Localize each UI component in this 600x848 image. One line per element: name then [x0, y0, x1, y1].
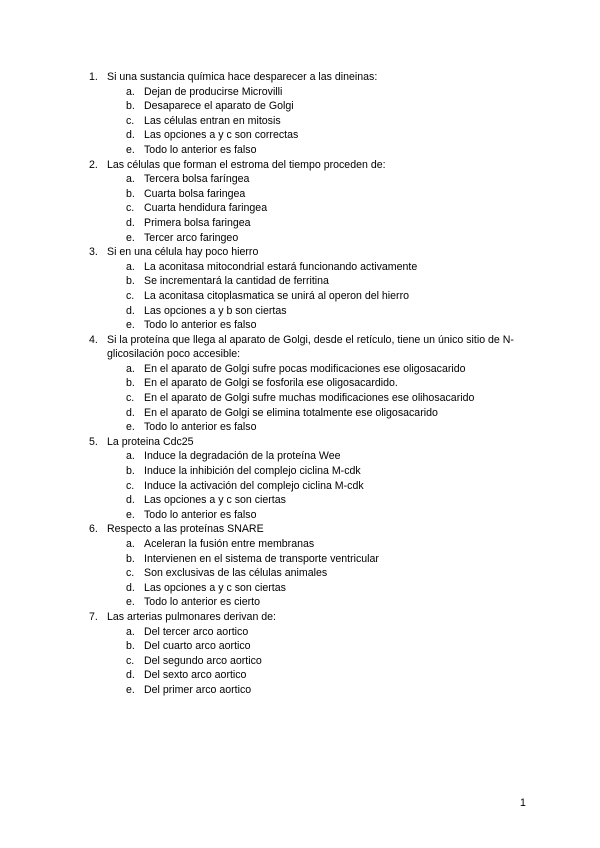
option-text: Todo lo anterior es falso: [144, 319, 257, 332]
answer-option: [89, 376, 529, 391]
option-letter: e.: [126, 596, 135, 609]
question-item: [89, 610, 529, 698]
question-text: Si en una célula hay poco hierro: [107, 246, 259, 259]
option-letter: b.: [126, 187, 135, 200]
question-number: 5.: [89, 435, 98, 448]
option-letter: d.: [126, 494, 135, 507]
option-text: En el aparato de Golgi sufre pocas modificaciones ese oligosacarido: [144, 362, 466, 375]
answer-option: [89, 85, 529, 100]
option-text: Cuarta hendidura faringea: [144, 202, 268, 215]
option-text: Las opciones a y c son correctas: [144, 129, 299, 142]
question-item: [89, 158, 529, 246]
option-letter: e.: [126, 421, 135, 434]
question-item: [89, 333, 529, 435]
option-letter: c.: [126, 392, 135, 405]
option-letter: b.: [126, 465, 135, 478]
option-letter: d.: [126, 669, 135, 682]
answer-option: [89, 639, 529, 654]
option-letter: d.: [126, 216, 135, 229]
answer-option: [89, 683, 529, 698]
answer-option: [89, 143, 529, 158]
answer-option: [89, 201, 529, 216]
question-item: [89, 245, 529, 333]
answer-option: [89, 537, 529, 552]
option-text: Del segundo arco aortico: [144, 654, 262, 667]
question-number: 2.: [89, 158, 98, 171]
question-line: [89, 610, 529, 625]
option-text: En el aparato de Golgi se elimina totalmente ese oligosacarido: [144, 406, 438, 419]
answer-option: [89, 216, 529, 231]
option-text: Todo lo anterior es falso: [144, 508, 257, 521]
answer-option: [89, 581, 529, 596]
answer-option: [89, 172, 529, 187]
option-text: Del primer arco aortico: [144, 683, 252, 696]
page-number: 1: [520, 797, 526, 809]
option-list: [89, 625, 529, 698]
option-letter: a.: [126, 173, 135, 186]
answer-option: [89, 289, 529, 304]
question-item: [89, 435, 529, 523]
answer-option: [89, 128, 529, 143]
option-text: Desaparece el aparato de Golgi: [144, 100, 294, 113]
answer-option: [89, 449, 529, 464]
option-letter: b.: [126, 552, 135, 565]
question-text: Si la proteína que llega al aparato de Golgi, desde el retículo, tiene un único sitio de N-glicosilación poco accesible:: [107, 333, 514, 361]
question-list: [89, 70, 529, 698]
option-letter: c.: [126, 289, 135, 302]
option-letter: d.: [126, 129, 135, 142]
option-text: Son exclusivas de las células animales: [144, 567, 328, 580]
answer-option: [89, 625, 529, 640]
option-letter: b.: [126, 640, 135, 653]
option-text: Dejan de producirse Microvilli: [144, 85, 283, 98]
option-letter: e.: [126, 508, 135, 521]
option-letter: e.: [126, 231, 135, 244]
option-text: Las opciones a y c son ciertas: [144, 494, 286, 507]
question-line: [89, 435, 529, 450]
option-text: Del sexto arco aortico: [144, 669, 247, 682]
option-letter: a.: [126, 625, 135, 638]
answer-option: [89, 595, 529, 610]
option-text: Todo lo anterior es falso: [144, 143, 257, 156]
question-text: Las células que forman el estroma del tiempo proceden de:: [107, 158, 386, 171]
option-letter: d.: [126, 581, 135, 594]
option-list: [89, 260, 529, 333]
answer-option: [89, 493, 529, 508]
option-text: Induce la degradación de la proteína Wee: [144, 450, 341, 463]
option-letter: a.: [126, 362, 135, 375]
option-list: [89, 172, 529, 245]
option-text: Aceleran la fusión entre membranas: [144, 538, 315, 550]
option-text: La aconitasa citoplasmatica se unirá al operon del hierro: [144, 289, 409, 302]
question-number: 6.: [89, 523, 98, 536]
option-letter: b.: [126, 377, 135, 390]
option-letter: e.: [126, 683, 135, 696]
question-text: Las arterias pulmonares derivan de:: [107, 610, 277, 623]
option-letter: d.: [126, 406, 135, 419]
question-line: [89, 333, 529, 362]
option-list: [89, 537, 529, 610]
answer-option: [89, 479, 529, 494]
option-letter: b.: [126, 100, 135, 113]
question-text: La proteina Cdc25: [107, 435, 194, 448]
option-letter: c.: [126, 654, 135, 667]
question-text: Respecto a las proteínas SNARE: [107, 523, 264, 536]
answer-option: [89, 114, 529, 129]
answer-option: [89, 304, 529, 319]
option-letter: c.: [126, 202, 135, 215]
question-line: [89, 70, 529, 85]
option-text: Todo lo anterior es falso: [144, 421, 257, 434]
answer-option: [89, 508, 529, 523]
question-number: 1.: [89, 71, 98, 83]
question-item: [89, 522, 529, 610]
question-line: [89, 245, 529, 260]
answer-option: [89, 260, 529, 275]
question-item: [89, 70, 529, 158]
option-letter: e.: [126, 143, 135, 156]
question-line: [89, 158, 529, 173]
answer-option: [89, 318, 529, 333]
answer-option: [89, 99, 529, 114]
answer-option: [89, 566, 529, 581]
option-text: Las células entran en mitosis: [144, 114, 281, 127]
option-letter: c.: [126, 567, 135, 580]
option-letter: c.: [126, 479, 135, 492]
answer-option: [89, 552, 529, 567]
option-letter: a.: [126, 260, 135, 273]
option-list: [89, 449, 529, 522]
option-text: En el aparato de Golgi se fosforila ese oligosacardido.: [144, 377, 398, 390]
option-text: Se incrementará la cantidad de ferritina: [144, 275, 329, 288]
option-letter: a.: [126, 450, 135, 463]
option-letter: a.: [126, 85, 135, 98]
option-letter: d.: [126, 304, 135, 317]
question-line: [89, 522, 529, 537]
answer-option: [89, 406, 529, 421]
option-text: Tercera bolsa faríngea: [144, 173, 250, 186]
option-text: Las opciones a y c son ciertas: [144, 581, 286, 594]
answer-option: [89, 668, 529, 683]
question-number: 3.: [89, 246, 98, 259]
answer-option: [89, 187, 529, 202]
answer-option: [89, 420, 529, 435]
option-letter: a.: [126, 538, 135, 550]
option-list: [89, 85, 529, 158]
answer-option: [89, 654, 529, 669]
option-text: Del tercer arco aortico: [144, 625, 249, 638]
answer-option: [89, 464, 529, 479]
option-text: Cuarta bolsa faringea: [144, 187, 246, 200]
option-letter: c.: [126, 114, 135, 127]
answer-option: [89, 362, 529, 377]
option-text: Induce la activación del complejo ciclina M-cdk: [144, 479, 364, 492]
option-text: Del cuarto arco aortico: [144, 640, 251, 653]
option-text: La aconitasa mitocondrial estará funcionando activamente: [144, 260, 418, 273]
answer-option: [89, 274, 529, 289]
question-number: 7.: [89, 610, 98, 623]
option-text: Induce la inhibición del complejo ciclina M-cdk: [144, 465, 361, 478]
option-text: Primera bolsa faringea: [144, 216, 251, 229]
option-text: Tercer arco faringeo: [144, 231, 239, 244]
option-text: En el aparato de Golgi sufre muchas modificaciones ese olihosacarido: [144, 392, 475, 405]
question-text: Si una sustancia química hace desparecer a las dineinas:: [107, 71, 378, 83]
question-number: 4.: [89, 333, 98, 346]
option-text: Todo lo anterior es cierto: [144, 596, 261, 609]
answer-option: [89, 391, 529, 406]
option-text: Intervienen en el sistema de transporte ventricular: [144, 552, 379, 565]
option-text: Las opciones a y b son ciertas: [144, 304, 287, 317]
option-list: [89, 362, 529, 435]
option-letter: b.: [126, 275, 135, 288]
option-letter: e.: [126, 319, 135, 332]
answer-option: [89, 231, 529, 246]
